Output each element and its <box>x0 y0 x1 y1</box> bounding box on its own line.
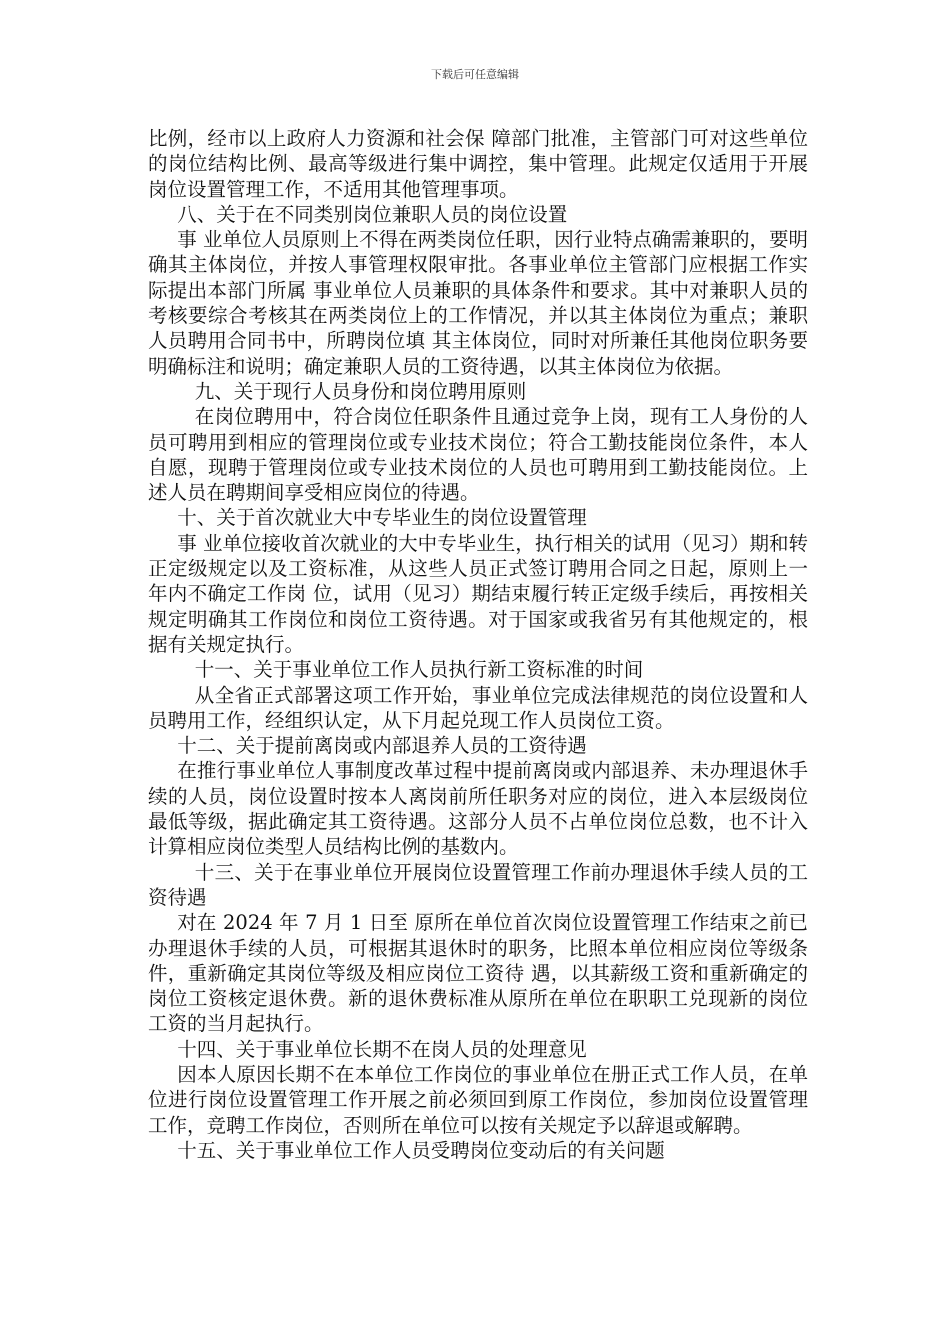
section-heading-14: 十四、关于事业单位长期不在岗人员的处理意见 <box>177 1037 587 1061</box>
paragraph-section-10: 事 业单位接收首次就业的大中专毕业生，执行相关的试用（见习）期和转正定级规定以及工资标准，从这些人员正式签订聘用合同之日起，原则上一年内不确定工作岗 位，试用（见习）期结束履行转正定级手续后，再按相关规定明确其工作岗位和岗位工资待遇。对于国家或我省另有其他规定的，根据有关规定执行。 <box>148 531 808 656</box>
paragraph-section-14: 因本人原因长期不在本单位工作岗位的事业单位在册正式工作人员，在单位进行岗位设置管理工作开展之前必须回到原工作岗位，参加岗位设置管理工作，竞聘工作岗位，否则所在单位可以按有关规定予以辞退或解聘。 <box>148 1062 808 1137</box>
paragraph-section-8: 事 业单位人员原则上不得在两类岗位任职，因行业特点确需兼职的，要明确其主体岗位，并按人事管理权限审批。各事业单位主管部门应根据工作实际提出本部门所属 事业单位人员兼职的具体条件和要求。其中对兼职人员的考核要综合考核其在两类岗位上的工作情况，并以其主体岗位为重点；兼职人员聘用合同书中，所聘岗位填 其主体岗位，同时对所兼任其他岗位职务要明确标注和说明；确定兼职人员的工资待遇，以其主体岗位为依据。 <box>148 228 808 378</box>
paragraph-section-13: 对在 2024 年 7 月 1 日至 原所在单位首次岗位设置管理工作结束之前已办理退休手续的人员，可根据其退休时的职务，比照本单位相应岗位等级条件，重新确定其岗位等级及相应岗位工资待 遇，以其薪级工资和重新确定的岗位工资核定退休费。新的退休费标准从原所在单位在职职工兑现新的岗位工资的当月起执行。 <box>148 911 808 1036</box>
section-heading-8: 八、关于在不同类别岗位兼职人员的岗位设置 <box>177 202 568 226</box>
section-heading-13: 十三、关于在事业单位开展岗位设置管理工作前办理退休手续人员的工资待遇 <box>148 860 808 909</box>
section-heading-10: 十、关于首次就业大中专毕业生的岗位设置管理 <box>177 506 587 530</box>
header-note: 下载后可任意编辑 <box>431 68 519 81</box>
paragraph-continuation: 比例，经市以上政府人力资源和社会保 障部门批准，主管部门可对这些单位的岗位结构比例、最高等级进行集中调控，集中管理。此规定仅适用于开展岗位设置管理工作，不适用其他管理事项。 <box>148 127 808 201</box>
paragraph-section-9: 在岗位聘用中，符合岗位任职条件且通过竞争上岗，现有工人身份的人员可聘用到相应的管理岗位或专业技术岗位；符合工勤技能岗位条件，本人自愿，现聘于管理岗位或专业技术岗位的人员也可聘用到工勤技能岗位。上述人员在聘期间享受相应岗位的待遇。 <box>148 405 808 505</box>
section-heading-11: 十一、关于事业单位工作人员执行新工资标准的时间 <box>194 658 644 682</box>
section-heading-15: 十五、关于事业单位工作人员受聘岗位变动后的有关问题 <box>177 1138 665 1162</box>
section-heading-12: 十二、关于提前离岗或内部退养人员的工资待遇 <box>177 734 587 758</box>
section-heading-9: 九、关于现行人员身份和岗位聘用原则 <box>194 379 527 403</box>
paragraph-section-12: 在推行事业单位人事制度改革过程中提前离岗或内部退养、未办理退休手续的人员，岗位设置时按本人离岗前所任职务对应的岗位，进入本层级岗位最低等级，据此确定其工资待遇。这部分人员不占单位岗位总数，也不计入计算相应岗位类型人员结构比例的基数内。 <box>148 759 808 859</box>
document-body <box>148 126 808 1163</box>
paragraph-section-11: 从全省正式部署这项工作开始，事业单位完成法律规范的岗位设置和人员聘用工作，经组织认定，从下月起兑现工作人员岗位工资。 <box>148 683 808 732</box>
